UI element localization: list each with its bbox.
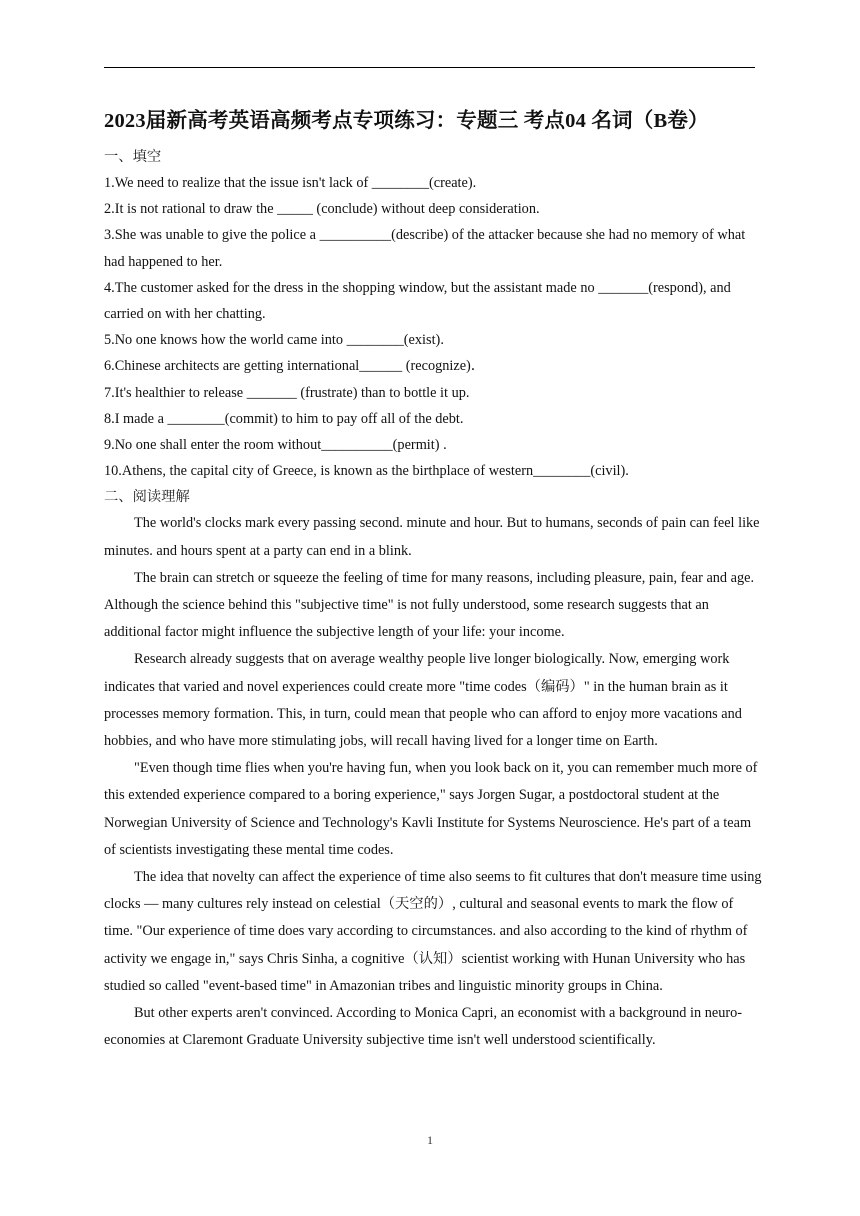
- section-heading-fill-in: 一、填空: [104, 149, 162, 165]
- question-item: 1.We need to realize that the issue isn't lack of ________(create).: [104, 175, 477, 191]
- question-item: 6.Chinese architects are getting international______ (recognize)．: [104, 358, 486, 375]
- question-item: 7.It's healthier to release _______ (frustrate) than to bottle it up.: [104, 384, 470, 401]
- page-number: 1: [427, 1133, 433, 1147]
- reading-paragraph: The brain can stretch or squeeze the feeling of time for many reasons, including pleasure, pain, fear and age. Although the science behind this "subjective time" is not fully understood, some research suggests that an additional factor might influence the subjective length of your life: your income.: [104, 569, 755, 641]
- reading-paragraph: The idea that novelty can affect the experience of time also seems to fit cultures that don't measure time using clocks — many cultures rely instead on celestial（天空的）, cultural and seasonal events to mark the flow of time. "Our experience of time does vary according to circumstances. and also according to the kind of rhythm of activity we engage in," says Chris Sinha, a cognitive（认知）scientist working with Hunan University who has studied so called "event-based time" in Amazonian tribes and linguistic minority groups in China.: [104, 869, 762, 994]
- header-rule: [104, 67, 755, 68]
- question-item: 5.No one knows how the world came into ________(exist).: [104, 332, 444, 349]
- question-item: 10.Athens, the capital city of Greece, is known as the birthplace of western________(civil).: [104, 463, 629, 480]
- reading-paragraph: But other experts aren't convinced. According to Monica Capri, an economist with a background in neuro- economies at Claremont Graduate University subjective time isn't well understood scientifically.: [104, 1005, 743, 1049]
- reading-paragraph: Research already suggests that on average wealthy people live longer biologically. Now, emerging work indicates that varied and novel experiences could create more "time codes（编码）" in the human brain as it processes memory formation. This, in turn, could mean that people who can afford to enjoy more vacations and hobbies, and who have more stimulating jobs, will recall having lived for a longer time on Earth.: [104, 651, 742, 750]
- page-title: 2023届新高考英语高频考点专项练习：专题三 考点04 名词（B卷）: [104, 110, 709, 132]
- reading-paragraph: The world's clocks mark every passing second. minute and hour. But to humans, seconds of pain can feel like minutes. and hours spent at a party can end in a blink.: [104, 515, 760, 559]
- question-item: 9.No one shall enter the room without__________(permit) .: [104, 437, 447, 454]
- question-item: 4.The customer asked for the dress in the shopping window, but the assistant made no _______(respond), and carried on with her chatting.: [104, 279, 731, 323]
- question-item: 2.It is not rational to draw the _____ (conclude) without deep consideration.: [104, 201, 540, 218]
- reading-paragraph: "Even though time flies when you're having fun, when you look back on it, you can remember much more of this extended experience compared to a boring experience," says Jorgen Sugar, a postdoctoral student at the Norwegian University of Science and Technology's Kavli Institute for Systems Neuroscience. He's part of a team of scientists investigating these mental time codes.: [104, 760, 758, 858]
- document-body: [104, 144, 764, 1055]
- question-item: 8.I made a ________(commit) to him to pay off all of the debt.: [104, 410, 464, 427]
- question-item: 3.She was unable to give the police a __________(describe) of the attacker because she had no memory of what had happened to her.: [104, 227, 746, 270]
- section-heading-reading: 二、阅读理解: [104, 489, 190, 506]
